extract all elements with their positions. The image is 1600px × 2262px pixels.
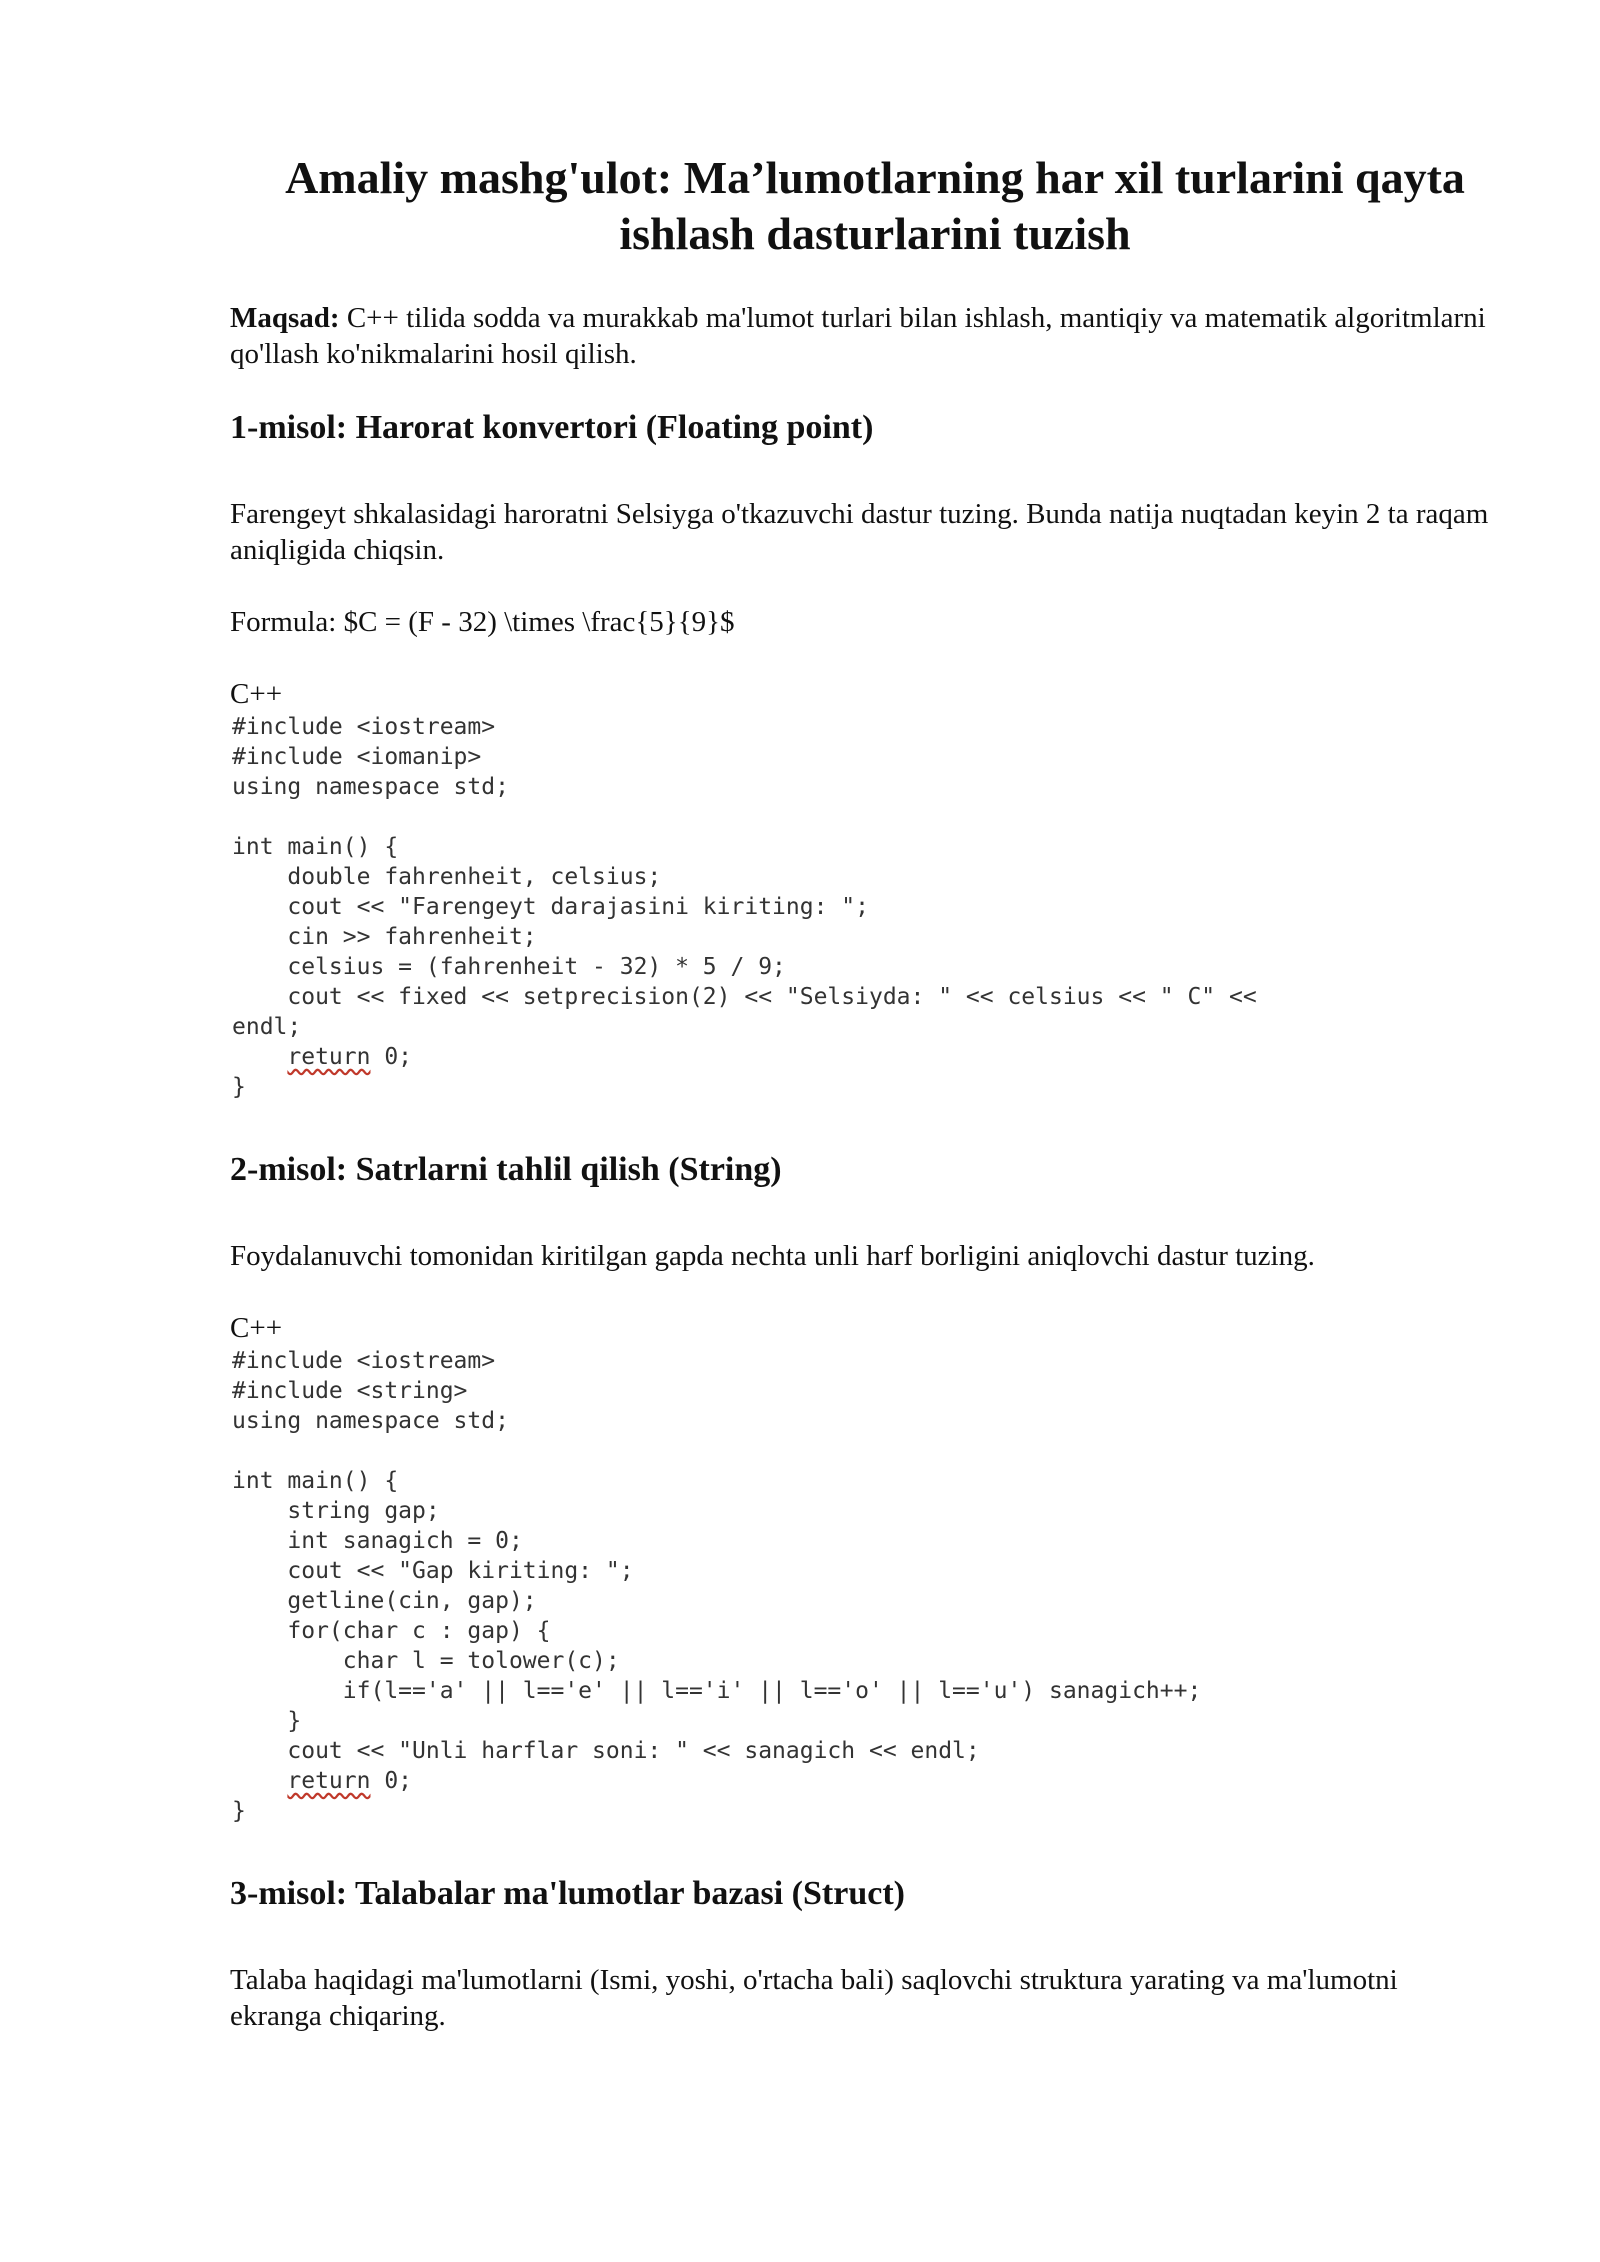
example-3-heading: 3-misol: Talabalar ma'lumotlar bazasi (Struct) [230,1875,905,1912]
example-2-code-end: } [232,1798,246,1824]
example-1-code-body: #include <iostream> #include <iomanip> using namespace std; int main() { double fahrenheit, celsius; cout << "Farengeyt darajasini kiriting: "; cin >> fahrenheit; celsius = (fahrenheit - 32) * 5 / 9; cout << fixed << setprecision(2) << "Selsiyda: " << celsius << " C" << endl; [232,714,1257,1040]
example-2-return-keyword: return [287,1768,371,1794]
example-1-return-indent [232,1044,287,1070]
example-1-formula: Formula: $C = (F - 32) \times \frac{5}{9}$ [230,606,735,638]
document-title [230,150,1490,262]
example-1-code-language: C++ [230,678,283,710]
title-line-1: Amaliy mashg'ulot: Ma’lumotlarning har xil turlarini qayta [285,152,1465,203]
example-2-code-block [230,1346,1490,1826]
title-line-2: ishlash dasturlarini tuzish [619,208,1131,259]
example-1-heading: 1-misol: Harorat konvertori (Floating point) [230,409,874,446]
example-1-return-keyword: return [287,1044,371,1070]
goal-paragraph [230,300,1490,372]
example-1-description: Farengeyt shkalasidagi haroratni Selsiyga o'tkazuvchi dastur tuzing. Bunda natija nuqtadan keyin 2 ta raqam aniqligida chiqsin. [230,498,1489,566]
document-page [230,150,1490,2034]
example-2-return-indent [232,1768,287,1794]
example-1-return-value: 0; [370,1044,413,1070]
example-2-description: Foydalanuvchi tomonidan kiritilgan gapda nechta unli harf borligini aniqlovchi dastur tuzing. [230,1240,1315,1272]
example-2-return-value: 0; [370,1768,413,1794]
example-1-code-end: } [232,1074,246,1100]
goal-label: Maqsad: [230,302,340,334]
goal-text: C++ tilida sodda va murakkab ma'lumot turlari bilan ishlash, mantiqiy va matematik algoritmlarni qo'llash ko'nikmalarini hosil qilish. [230,302,1486,370]
example-2-code-language: C++ [230,1312,283,1344]
example-3-description: Talaba haqidagi ma'lumotlarni (Ismi, yoshi, o'rtacha bali) saqlovchi struktura yarating va ma'lumotni ekranga chiqaring. [230,1964,1398,2032]
example-2-code-body: #include <iostream> #include <string> using namespace std; int main() { string gap; int sanagich = 0; cout << "Gap kiriting: "; getline(cin, gap); for(char c : gap) { char l = tolower(c); if(l=='a' || l=='e' || l=='i' || l=='o' || l=='u') sanagich++; } cout << "Unli harflar soni: " << sanagich << endl; [232,1348,1202,1764]
example-1-code-block [230,712,1490,1102]
example-2-heading: 2-misol: Satrlarni tahlil qilish (String) [230,1151,782,1188]
